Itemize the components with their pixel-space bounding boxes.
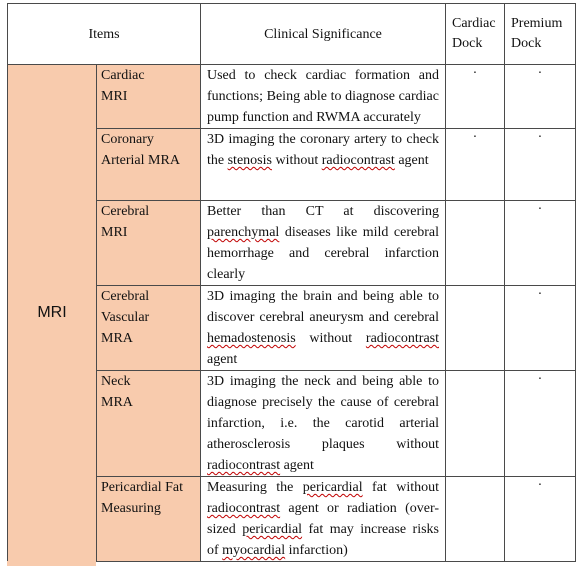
cardiac-dock-cell — [446, 201, 505, 286]
item-cell — [97, 286, 201, 371]
significance-cell — [201, 129, 446, 201]
significance-cell — [201, 477, 446, 562]
premium-dock-cell — [505, 201, 576, 286]
significance-cell — [201, 65, 446, 129]
item-cell — [97, 65, 201, 129]
item-label: Neck MRA — [101, 374, 133, 410]
premium-dock-cell — [505, 477, 576, 562]
premium-dock-cell — [505, 286, 576, 371]
cardiac-dock-mark — [446, 201, 504, 203]
significance-cell — [201, 286, 446, 371]
header-clinical-significance: Clinical Significance — [201, 4, 446, 65]
significance-cell — [201, 201, 446, 286]
cardiac-dock-cell — [446, 286, 505, 371]
premium-dock-cell — [505, 129, 576, 201]
significance-text: Measuring the pericardial fat without radiocontrast agent or radiation (over-sized pericardial fat may increase risks of myocardial infarction) — [207, 480, 440, 558]
header-cardiac-dock: Cardiac Dock — [446, 4, 505, 65]
category-cell — [8, 65, 97, 562]
premium-dock-mark: · — [537, 130, 543, 145]
cardiac-dock-cell — [446, 477, 505, 562]
continued-row-strip — [7, 561, 96, 566]
table-row — [8, 65, 576, 129]
premium-dock-cell — [505, 65, 576, 129]
header-items: Items — [8, 4, 201, 65]
significance-text: 3D imaging the brain and being able to discover cerebral aneurysm and cerebral hemadostenosis without radiocontrast agent — [207, 289, 439, 367]
premium-dock-mark: · — [537, 202, 543, 217]
item-cell — [97, 129, 201, 201]
premium-dock-cell — [505, 371, 576, 477]
item-cell — [97, 477, 201, 562]
cardiac-dock-mark — [446, 286, 504, 288]
significance-text: 3D imaging the neck and being able to diagnose precisely the cause of cerebral infarction, i.e. the carotid arterial atherosclerosis plaques without radiocontrast agent — [207, 374, 439, 473]
item-cell — [97, 371, 201, 477]
cardiac-dock-mark — [446, 371, 504, 373]
cardiac-dock-cell — [446, 371, 505, 477]
significance-text: 3D imaging the coronary artery to check the stenosis without radiocontrast agent — [207, 132, 439, 168]
cardiac-dock-cell — [446, 65, 505, 129]
category-label: MRI — [37, 304, 67, 321]
item-cell — [97, 201, 201, 286]
premium-dock-mark: · — [537, 287, 543, 302]
mri-items-table — [7, 3, 576, 562]
item-label: Coronary Arterial MRA — [101, 132, 180, 168]
header-premium-dock: Premium Dock — [505, 4, 576, 65]
item-label: Cerebral MRI — [101, 204, 150, 240]
significance-text: Better than CT at discovering parenchymal diseases like mild cerebral hemorrhage and cerebral infarction clearly — [207, 204, 439, 282]
premium-dock-mark: · — [537, 66, 543, 81]
item-label: Cerebral Vascular MRA — [101, 289, 150, 346]
item-label: Cardiac MRI — [101, 68, 145, 104]
cardiac-dock-mark: · — [472, 66, 478, 81]
header-row — [8, 4, 576, 65]
premium-dock-mark: · — [537, 372, 543, 387]
significance-text: Used to check cardiac formation and functions; Being able to diagnose cardiac pump function and RWMA accurately — [207, 68, 439, 125]
premium-dock-mark: · — [537, 478, 543, 493]
cardiac-dock-cell — [446, 129, 505, 201]
cardiac-dock-mark: · — [472, 130, 478, 145]
item-label: Pericardial Fat Measuring — [101, 480, 184, 516]
significance-cell — [201, 371, 446, 477]
cardiac-dock-mark — [446, 477, 504, 479]
